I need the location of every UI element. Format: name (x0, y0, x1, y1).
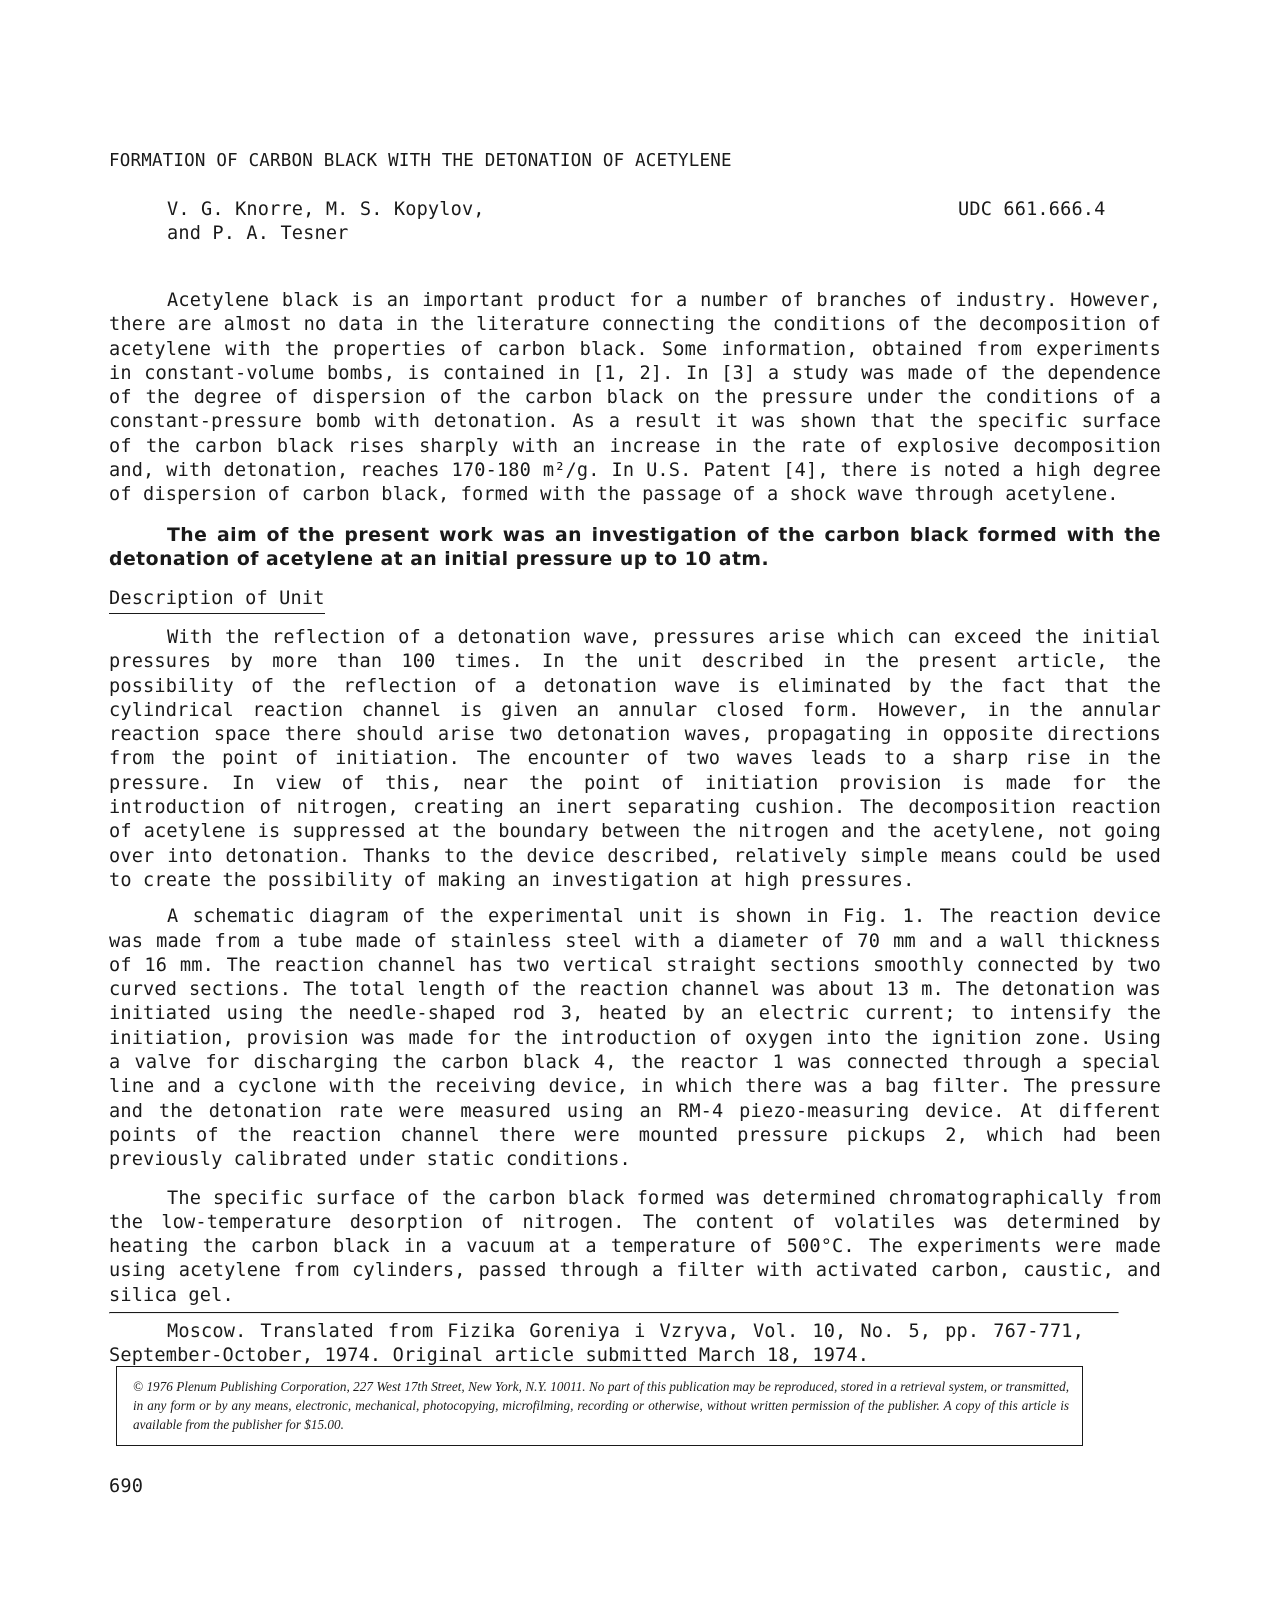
body-paragraph: The specific surface of the carbon black formed was determined chromatographically from the low-temperature desorption of nitrogen. The content of volatiles was determined by heating the carbon black in a vacuum at a temperature of 500°C. The experiments were made using acetylene from cylinders, passed through a filter with activated carbon, caustic, and silica gel. (109, 1187, 1161, 1306)
footnote: Moscow. Translated from Fizika Goreniya i Vzryva, Vol. 10, No. 5, pp. 767-771, September-October, 1974. Original article submitted March 18, 1974. (109, 1320, 1084, 1367)
copyright-notice: © 1976 Plenum Publishing Corporation, 227 West 17th Street, New York, N.Y. 10011. No part of this publication may be reproduced, stored in a retrieval system, or transmitted, in any form or by any means, electronic, mechanical, photocopying, microfilming, recording or otherwise, without written permission of the publisher. A copy of this article is available from the publisher for $15.00. (116, 1366, 1083, 1446)
author-list (167, 198, 485, 247)
author-line: and P. A. Tesner (167, 223, 349, 245)
body-paragraph: Acetylene black is an important product for a number of branches of industry. However, there are almost no data in the literature connecting the conditions of the decomposition of acetylene with the properties of carbon black. Some information, obtained from experiments in constant-volume bombs, is contained in [1, 2]. In [3] a study was made of the dependence of the degree of dispersion of the carbon black on the pressure under the conditions of a constant-pressure bomb with detonation. As a result it was shown that the specific surface of the carbon black rises sharply with an increase in the rate of explosive decomposition and, with detonation, reaches 170-180 m²/g. In U.S. Patent [4], there is noted a high degree of dispersion of carbon black, formed with the passage of a shock wave through acetylene. (109, 290, 1161, 506)
article-body (109, 289, 1161, 1369)
aim-paragraph: The aim of the present work was an investigation of the carbon black formed with the detonation of acetylene at an initial pressure up to 10 atm. (109, 524, 1161, 571)
body-paragraph: With the reflection of a detonation wave, pressures arise which can exceed the initial pressures by more than 100 times. In the unit described in the present article, the possibility of the reflection of a detonation wave is eliminated by the fact that the cylindrical reaction channel is given an annular closed form. However, in the annular reaction space there should arise two detonation waves, propagating in opposite directions from the point of initiation. The encounter of two waves leads to a sharp rise in the pressure. In view of this, near the point of initiation provision is made for the introduction of nitrogen, creating an inert separating cushion. The decomposition reaction of acetylene is suppressed at the boundary between the nitrogen and the acetylene, not going over into detonation. Thanks to the device described, relatively simple means could be used to create the possibility of making an investigation at high pressures. (109, 626, 1161, 891)
section-heading: Description of Unit (109, 587, 325, 614)
body-paragraph: A schematic diagram of the experimental unit is shown in Fig. 1. The reaction device was made from a tube made of stainless steel with a diameter of 70 mm and a wall thickness of 16 mm. The reaction channel has two vertical straight sections smoothly connected by two curved sections. The total length of the reaction channel was about 13 m. The detonation was initiated using the needle-shaped rod 3, heated by an electric current; to intensify the initiation, provision was made for the introduction of oxygen into the ignition zone. Using a valve for discharging the carbon black 4, the reactor 1 was connected through a special line and a cyclone with the receiving device, in which there was a bag filter. The pressure and the detonation rate were measured using an RM-4 piezo-measuring device. At different points of the reaction channel there were mounted pressure pickups 2, which had been previously calibrated under static conditions. (109, 906, 1161, 1171)
page-number: 690 (109, 1476, 144, 1497)
footnote-divider (109, 1312, 1119, 1314)
udc-code: UDC 661.666.4 (958, 199, 1106, 220)
article-title: FORMATION OF CARBON BLACK WITH THE DETONATION OF ACETYLENE (109, 151, 732, 171)
author-line: V. G. Knorre, M. S. Kopylov, (167, 199, 485, 220)
